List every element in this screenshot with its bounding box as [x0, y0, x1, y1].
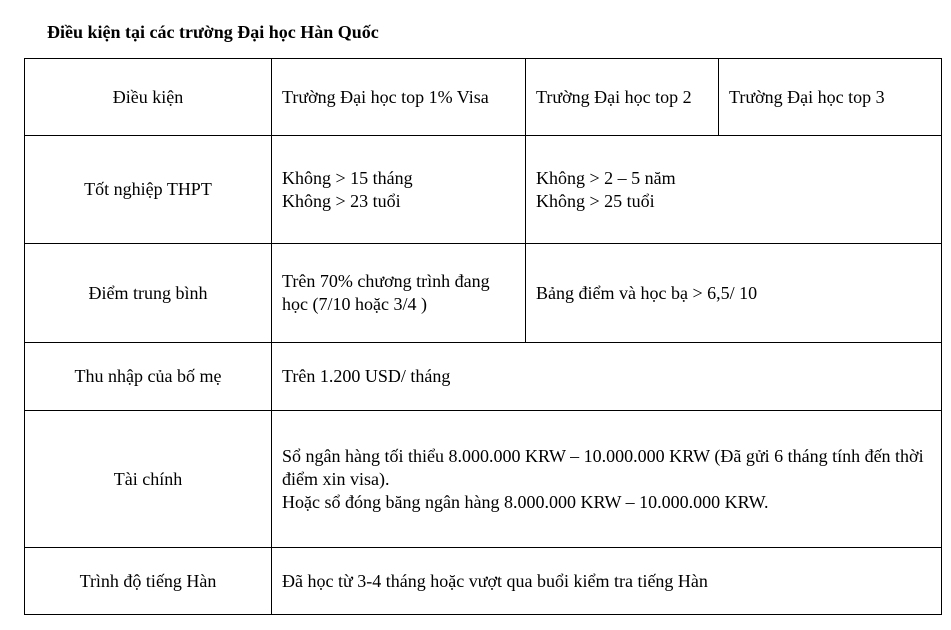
row-korean-level — [25, 548, 942, 615]
row-label: Thu nhập của bố mẹ — [25, 343, 272, 411]
row-label: Điểm trung bình — [25, 244, 272, 343]
row-finance — [25, 411, 942, 548]
header-top2-university: Trường Đại học top 2 — [526, 59, 719, 136]
row-parent-income — [25, 343, 942, 411]
row-label: Tốt nghiệp THPT — [25, 136, 272, 244]
conditions-table — [24, 58, 942, 615]
all-universities-requirement: Trên 1.200 USD/ tháng — [272, 343, 942, 411]
header-top3-university: Trường Đại học top 3 — [719, 59, 942, 136]
row-label: Trình độ tiếng Hàn — [25, 548, 272, 615]
header-top1-university: Trường Đại học top 1% Visa — [272, 59, 526, 136]
requirement-line: Không > 2 – 5 năm — [536, 167, 676, 188]
all-universities-requirement — [272, 411, 942, 548]
header-row — [25, 59, 942, 136]
top1-requirement: Trên 70% chương trình đang học (7/10 hoặc 3/4 ) — [272, 244, 526, 343]
header-conditions: Điều kiện — [25, 59, 272, 136]
top2-top3-requirement: Bảng điểm và học bạ > 6,5/ 10 — [526, 244, 942, 343]
row-label: Tài chính — [25, 411, 272, 548]
row-average-score — [25, 244, 942, 343]
requirement-line: Hoặc sổ đóng băng ngân hàng 8.000.000 KRW – 10.000.000 KRW. — [282, 491, 769, 512]
requirement-line: Sổ ngân hàng tối thiểu 8.000.000 KRW – 10.000.000 KRW (Đã gửi 6 tháng tính đến thời điểm xin visa). — [282, 445, 924, 489]
top1-requirement — [272, 136, 526, 244]
all-universities-requirement: Đã học từ 3-4 tháng hoặc vượt qua buổi kiểm tra tiếng Hàn — [272, 548, 942, 615]
requirement-line: Không > 15 tháng — [282, 167, 413, 188]
requirement-line: Không > 25 tuổi — [536, 190, 655, 211]
document-title: Điều kiện tại các trường Đại học Hàn Quốc — [47, 22, 379, 42]
row-high-school-graduation — [25, 136, 942, 244]
top2-top3-requirement — [526, 136, 942, 244]
requirement-line: Không > 23 tuổi — [282, 190, 401, 211]
